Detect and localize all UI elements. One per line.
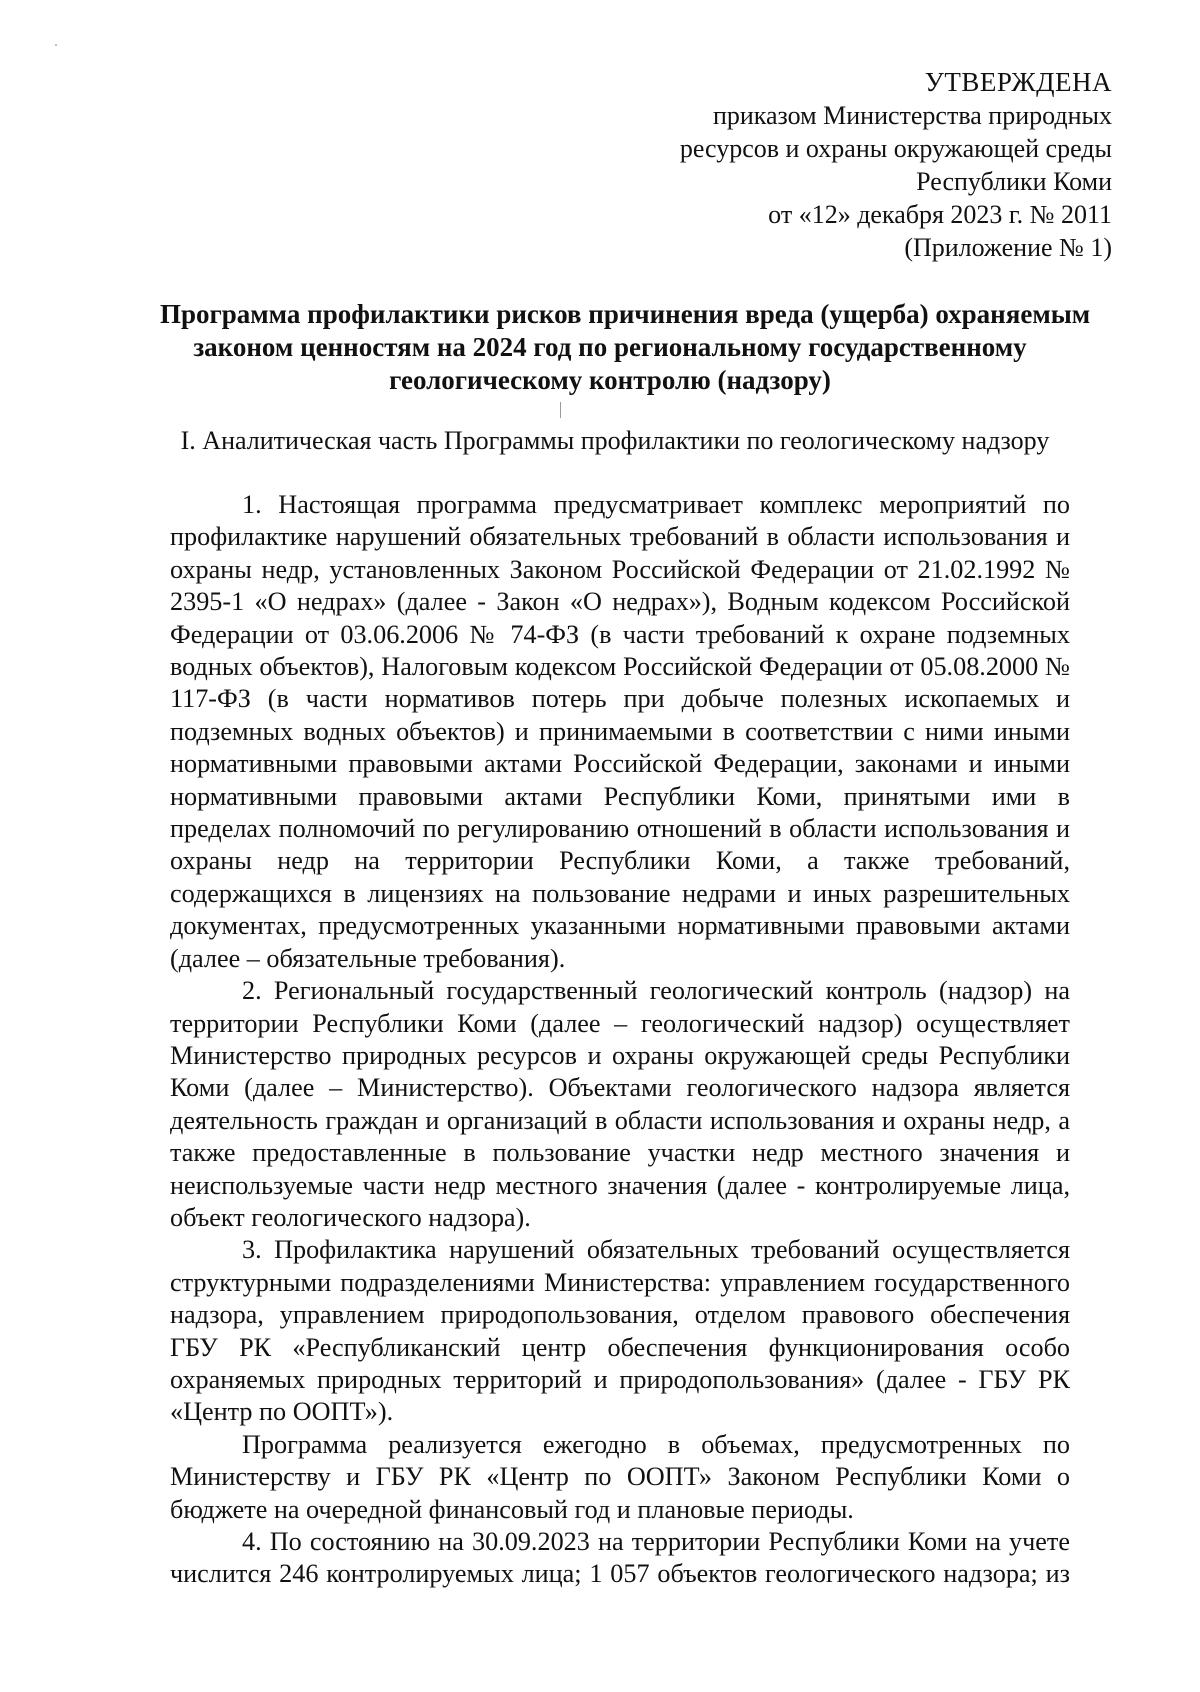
approval-heading: УТВЕРЖДЕНА xyxy=(924,67,1112,97)
document-title xyxy=(160,298,1091,397)
paragraph-3-continuation: Программа реализуется ежегодно в объемах, предусмотренных по Министерству и ГБУ РК «Центр по ООПТ» Законом Республики Коми о бюджете на очередной финансовый год и плановые периоды. xyxy=(170,1429,1070,1524)
paragraph-1: 1. Настоящая программа предусматривает комплекс мероприятий по профилактике нарушений обязательных требований в области использования и охраны недр, установленных Законом Российской Федерации от 21.02.1992 № 2395-1 «О недрах» (далее - Закон «О недрах»), Водным кодексом Российской Федерации от 03.06.2006 № 74-ФЗ (в части требований к охране подземных водных объектов), Налоговым кодексом Российской Федерации от 05.08.2000 № 117-ФЗ (в части нормативов потерь при добыче полезных ископаемых и подземных водных объектов) и принимаемыми в соответствии с ними иными нормативными правовыми актами Российской Федерации, законами и иными нормативными правовыми актами Республики Коми, принятыми ими в пределах полномочий по регулированию отношений в области использования и охраны недр на территории Республики Коми, а также требований, содержащихся в лицензиях на пользование недрами и иных разрешительных документах, предусмотренных указанными нормативными правовыми актами (далее – обязательные требования). xyxy=(170,490,1070,973)
paragraph-4: 4. По состоянию на 30.09.2023 на территории Республики Коми на учете числится 246 контролируемых лица; 1 057 объектов геологического надзора; из xyxy=(170,1527,1070,1589)
approval-appendix-number: (Приложение № 1) xyxy=(904,233,1112,262)
approval-date-number: от «12» декабря 2023 г. № 2011 xyxy=(768,200,1112,229)
document-title-line-3: геологическому контролю (надзору) xyxy=(389,365,831,395)
approval-stamp-block xyxy=(680,66,1112,264)
section-heading: I. Аналитическая часть Программы профилактики по геологическому надзору xyxy=(180,426,1050,455)
approval-order-line: приказом Министерства природных xyxy=(712,101,1112,130)
scan-dot xyxy=(55,44,57,46)
approval-republic-line: Республики Коми xyxy=(916,167,1112,196)
document-title-line-1: Программа профилактики рисков причинения вреда (ущерба) охраняемым xyxy=(160,299,1091,329)
paragraph-3: 3. Профилактика нарушений обязательных требований осуществляется структурными подразделениями Министерства: управлением государственного надзора, управлением природопользования, отделом правового обеспечения ГБУ РК «Республиканский центр обеспечения функционирования особо охраняемых природных территорий и природопользования» (далее - ГБУ РК «Центр по ООПТ»). xyxy=(170,1235,1070,1427)
approval-ministry-line: ресурсов и охраны окружающей среды xyxy=(679,134,1112,163)
scan-artifact-mark xyxy=(560,402,561,418)
document-body xyxy=(170,489,1070,1591)
document-title-line-2: законом ценностям на 2024 год по региональному государственному xyxy=(193,332,1027,362)
paragraph-2: 2. Региональный государственный геологический контроль (надзор) на территории Республики Коми (далее – геологический надзор) осуществляет Министерство природных ресурсов и охраны окружающей среды Республики Коми (далее – Министерство). Объектами геологического надзора является деятельность граждан и организаций в области использования и охраны недр, а также предоставленные в пользование участки недр местного значения и неиспользуемые части недр местного значения (далее - контролируемые лица, объект геологического надзора). xyxy=(170,976,1070,1232)
